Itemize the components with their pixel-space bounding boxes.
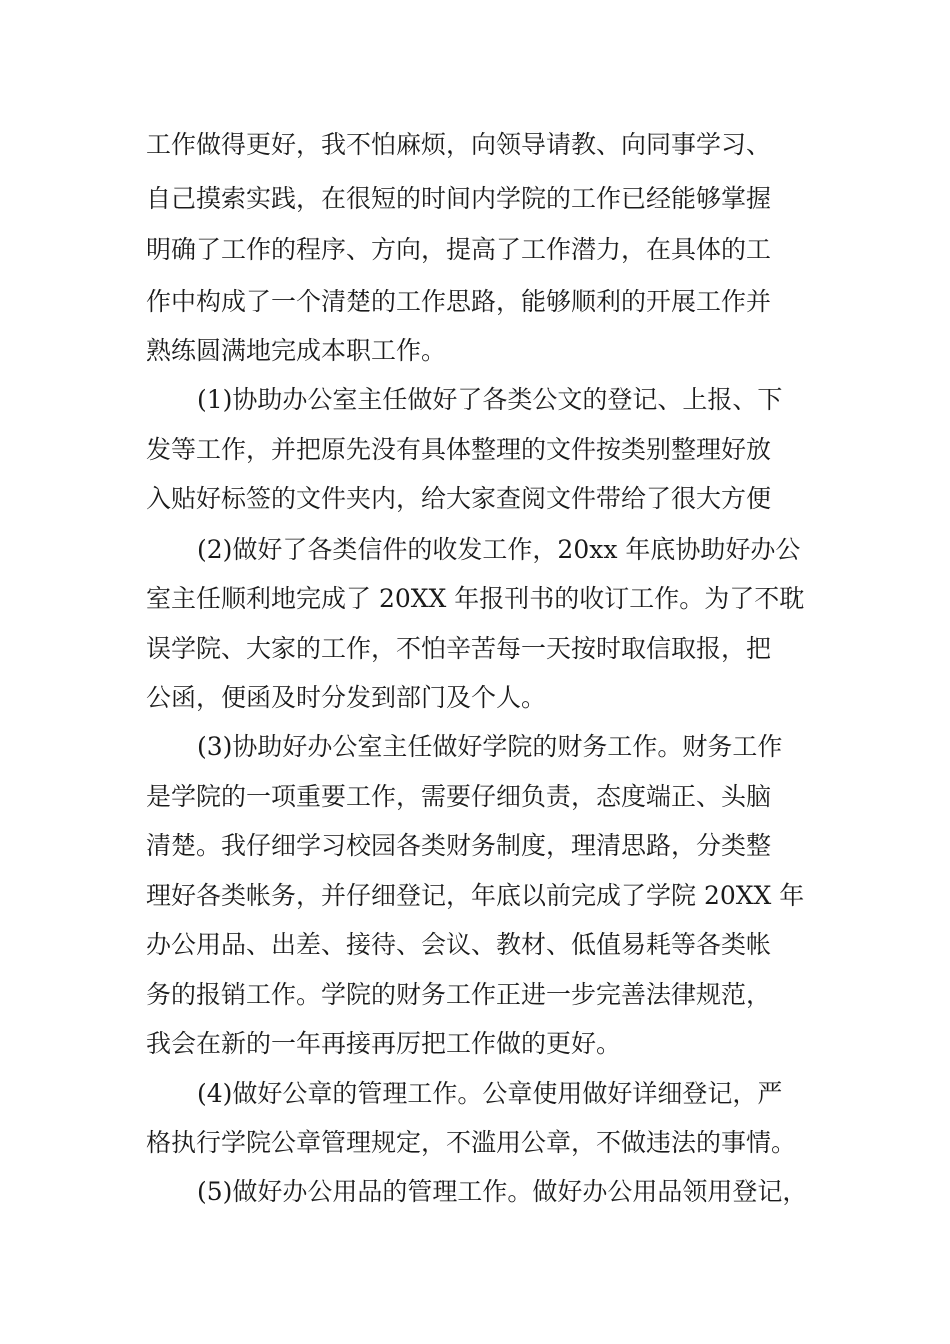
text-line: 公函，便函及时分发到部门及个人。 [146,683,547,712]
text-line: 是学院的一项重要工作，需要仔细负责，态度端正、头脑 [146,782,772,811]
paragraph-item-3-line: (3)协助好办公室主任做好学院的财务工作。财务工作 [197,732,783,761]
text-line: 室主任顺利地完成了 20XX 年报刊书的收订工作。为了不耽 [146,584,805,613]
text-line: 理好各类帐务，并仔细登记，年底以前完成了学院 20XX 年 [146,881,805,910]
text-line: 办公用品、出差、接待、会议、教材、低值易耗等各类帐 [146,930,772,959]
text-line: 工作做得更好，我不怕麻烦，向领导请教、向同事学习、 [146,130,772,159]
text-line: 自己摸索实践，在很短的时间内学院的工作已经能够掌握 [146,184,772,213]
text-line: 我会在新的一年再接再厉把工作做的更好。 [146,1029,622,1058]
paragraph-item-2-line: (2)做好了各类信件的收发工作，20xx 年底协助好办公 [197,535,801,564]
text-line: 清楚。我仔细学习校园各类财务制度，理清思路，分类整 [146,831,772,860]
text-line: 入贴好标签的文件夹内，给大家查阅文件带给了很大方便 [146,484,772,513]
text-line: 误学院、大家的工作，不怕辛苦每一天按时取信取报，把 [146,634,772,663]
text-line: 熟练圆满地完成本职工作。 [146,336,447,365]
text-line: 务的报销工作。学院的财务工作正进一步完善法律规范， [146,980,772,1009]
paragraph-item-1-line: (1)协助办公室主任做好了各类公文的登记、上报、下 [197,385,783,414]
text-line: 明确了工作的程序、方向，提高了工作潜力，在具体的工 [146,235,772,264]
text-line: 发等工作，并把原先没有具体整理的文件按类别整理好放 [146,435,772,464]
text-line: 作中构成了一个清楚的工作思路，能够顺利的开展工作并 [146,287,772,316]
paragraph-item-4-line: (4)做好公章的管理工作。公章使用做好详细登记，严 [197,1079,783,1108]
paragraph-item-5-line: (5)做好办公用品的管理工作。做好办公用品领用登记， [197,1177,808,1206]
text-line: 格执行学院公章管理规定，不滥用公章，不做违法的事情。 [146,1128,797,1157]
